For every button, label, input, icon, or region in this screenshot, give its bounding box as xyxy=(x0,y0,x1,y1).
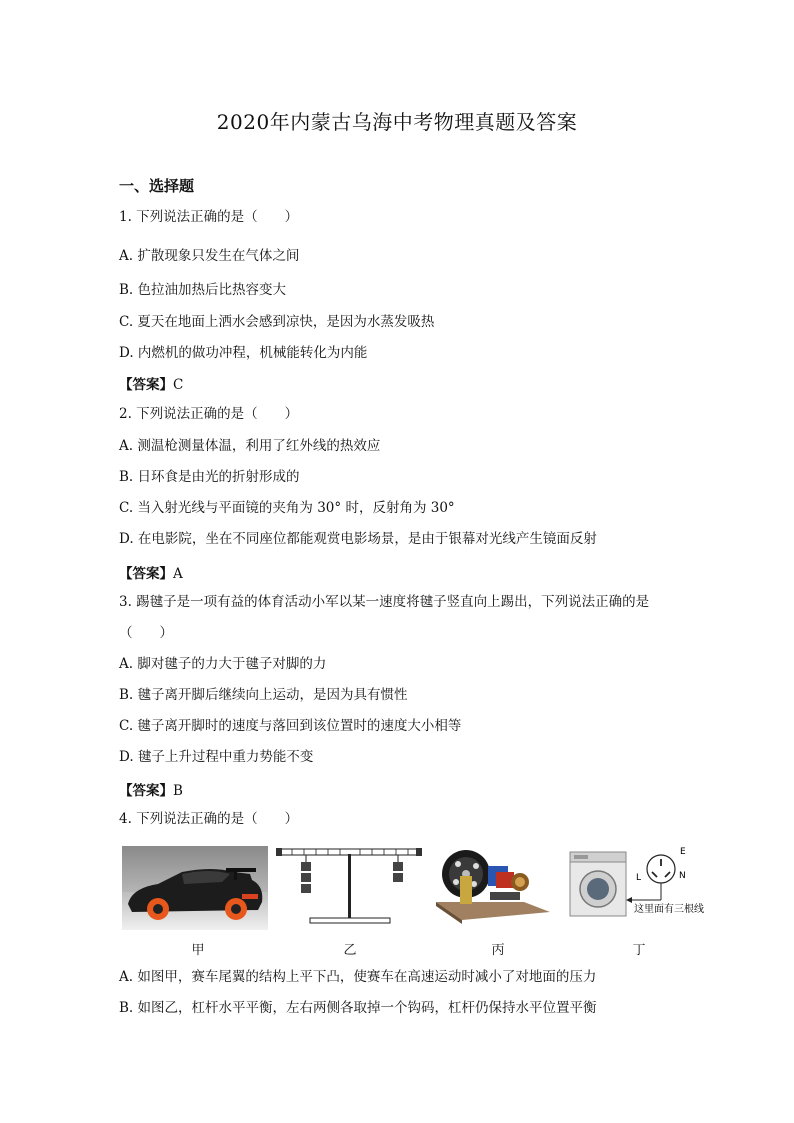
plug-label-e: E xyxy=(680,847,686,857)
q3-option-c: C. 毽子离开脚时的速度与落回到该位置时的速度大小相等 xyxy=(119,718,462,734)
q1-option-c: C. 夏天在地面上洒水会感到凉快，是因为水蒸发吸热 xyxy=(119,314,435,330)
answer-label: 【答案】 xyxy=(119,377,173,393)
figure-caption-ding: 丁 xyxy=(632,943,646,958)
answer-value: B xyxy=(173,783,183,799)
race-car-figure xyxy=(122,846,268,930)
figure-caption-jia: 甲 xyxy=(191,943,205,958)
plug-label-n: N xyxy=(679,871,686,881)
q1-option-a: A. 扩散现象只发生在气体之间 xyxy=(119,248,300,264)
answer-value: A xyxy=(173,566,183,582)
q3-option-d: D. 毽子上升过程中重力势能不变 xyxy=(119,749,314,765)
q4-stem: 4. 下列说法正确的是（ ） xyxy=(119,811,299,827)
plug-label-l: L xyxy=(636,873,642,883)
motor-model-figure xyxy=(432,846,556,926)
q1-stem: 1. 下列说法正确的是（ ） xyxy=(119,209,299,225)
answer-value: C xyxy=(173,377,184,393)
q3-option-b: B. 毽子离开脚后继续向上运动，是因为具有惯性 xyxy=(119,687,408,703)
q2-stem: 2. 下列说法正确的是（ ） xyxy=(119,406,299,422)
answer-label: 【答案】 xyxy=(119,566,173,582)
q2-answer xyxy=(119,562,183,582)
answer-label: 【答案】 xyxy=(119,783,173,799)
q3-answer xyxy=(119,779,183,799)
q4-figures xyxy=(0,846,794,956)
washing-machine-plug-figure xyxy=(566,846,718,926)
figure-caption-yi: 乙 xyxy=(343,943,357,958)
q3-stem-bracket: （ ） xyxy=(119,625,173,641)
q1-option-b: B. 色拉油加热后比热容变大 xyxy=(119,282,287,298)
q2-option-b: B. 日环食是由光的折射形成的 xyxy=(119,469,300,485)
q1-answer xyxy=(119,373,183,393)
q4-option-b: B. 如图乙，杠杆水平平衡，左右两侧各取掉一个钩码，杠杆仍保持水平位置平衡 xyxy=(119,1000,597,1016)
q2-option-c: C. 当入射光线与平面镜的夹角为 30° 时，反射角为 30° xyxy=(119,500,455,516)
lever-balance-figure xyxy=(276,846,424,926)
page-title: 2020年内蒙古乌海中考物理真题及答案 xyxy=(216,110,578,134)
q3-option-a: A. 脚对毽子的力大于毽子对脚的力 xyxy=(119,656,327,672)
section-heading: 一、选择题 xyxy=(119,177,195,195)
figure-caption-bing: 丙 xyxy=(491,943,505,958)
q3-stem: 3. 踢毽子是一项有益的体育活动小军以某一速度将毽子竖直向上踢出，下列说法正确的是 xyxy=(119,594,650,610)
plug-note: 这里面有三根线 xyxy=(634,904,704,915)
q2-option-d: D. 在电影院，坐在不同座位都能观赏电影场景，是由于银幕对光线产生镜面反射 xyxy=(119,531,597,547)
q2-option-a: A. 测温枪测量体温，利用了红外线的热效应 xyxy=(119,438,381,454)
q1-option-d: D. 内燃机的做功冲程，机械能转化为内能 xyxy=(119,345,368,361)
q4-option-a: A. 如图甲，赛车尾翼的结构上平下凸，使赛车在高速运动时减小了对地面的压力 xyxy=(119,969,597,985)
